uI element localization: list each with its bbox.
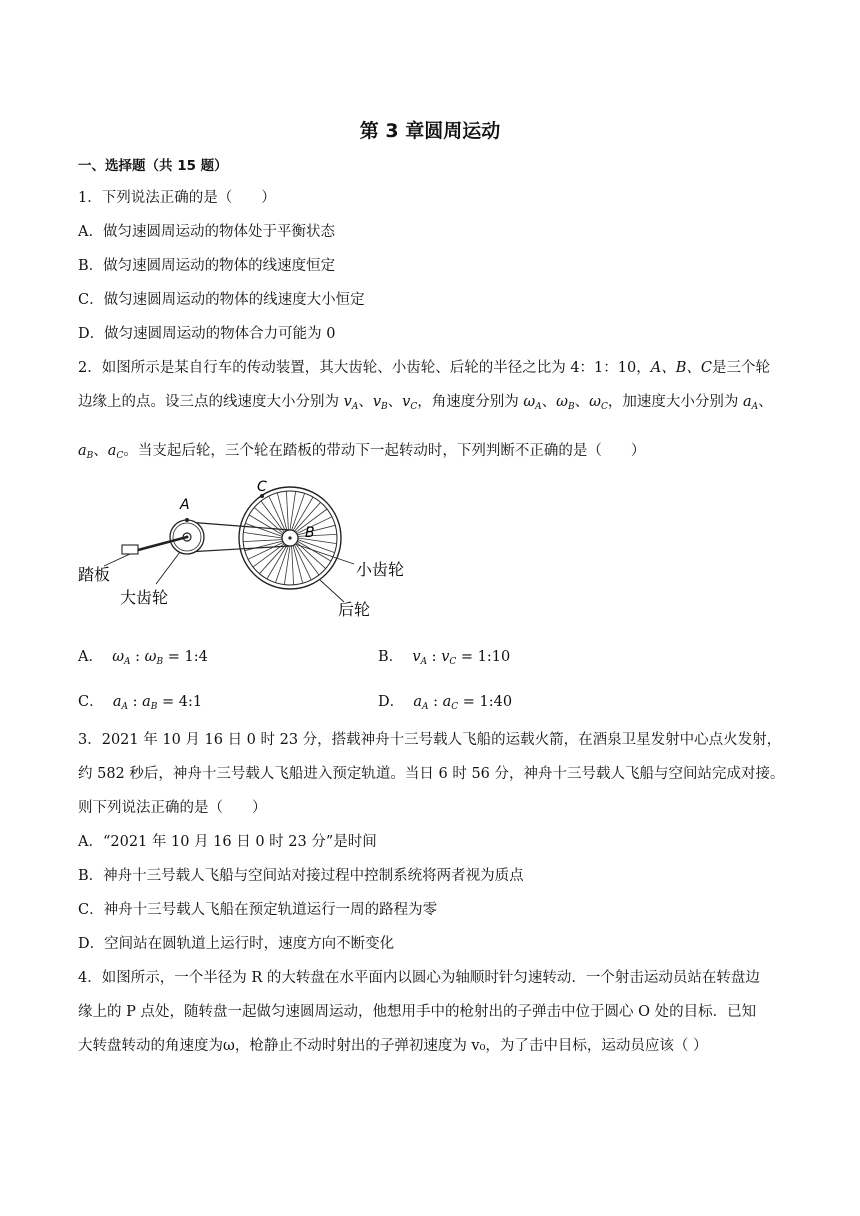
wheel-spoke xyxy=(290,491,296,530)
wheel-spoke xyxy=(298,538,337,544)
wheel-spoke xyxy=(284,546,290,585)
q2-option-d: D． $a_A$ : $a_C$ = 1:40 xyxy=(378,694,513,712)
wheel-spoke xyxy=(243,540,282,542)
q3-stem-line2: 约 582 秒后，神舟十三号载人飞船进入预定轨道。当日 6 时 56 分，神舟十三号载人飞船与空间站完成对接。 xyxy=(78,766,785,782)
wheel-spoke xyxy=(275,546,288,583)
wheel-spoke xyxy=(248,542,283,559)
small-gear xyxy=(282,530,298,546)
q4-stem-line1: 4．如图所示，一个半径为 R 的大转盘在水平面内以圆心为轴顺时针匀速转动．一个射击运动员站在转盘边 xyxy=(78,970,760,986)
q3-option-a: A．“2021 年 10 月 16 日 0 时 23 分”是时间 xyxy=(78,834,377,850)
wheel-spoke xyxy=(294,545,311,580)
q3-option-d: D．空间站在圆轨道上运行时，速度方向不断变化 xyxy=(78,936,395,952)
q1-option-b: B．做匀速圆周运动的物体的线速度恒定 xyxy=(78,258,336,274)
q2-stem-line2: 边缘上的点。设三点的线速度大小分别为 $v_A$、$v_B$、$v_C$，角速度分别为 $\omega_A$、$\omega_B$、$\omega_C$，加速度大小分别为 $a_A$、 xyxy=(78,394,773,412)
q3-stem-line1: 3．2021 年 10 月 16 日 0 时 23 分，搭载神舟十三号载人飞船的运载火箭，在酒泉卫星发射中心点火发射， xyxy=(78,732,782,748)
q1-stem: 1．下列说法正确的是（ ） xyxy=(78,190,276,206)
pedal-icon xyxy=(122,545,138,554)
section-heading: 一、选择题（共 15 题） xyxy=(78,158,228,174)
wheel-spoke xyxy=(269,496,286,531)
q1-option-a: A．做匀速圆周运动的物体处于平衡状态 xyxy=(78,224,335,240)
q4-stem-line2: 缘上的 P 点处，随转盘一起做匀速圆周运动，他想用手中的枪射出的子弹击中位于圆心 O 处的目标．已知 xyxy=(78,1004,757,1020)
label-c: C xyxy=(257,479,267,495)
label-big-gear: 大齿轮 xyxy=(120,588,169,607)
q3-option-c: C．神舟十三号载人飞船在预定轨道运行一周的路程为零 xyxy=(78,902,438,918)
q3-option-b: B．神舟十三号载人飞船与空间站对接过程中控制系统将两者视为质点 xyxy=(78,868,524,884)
wheel-spoke xyxy=(245,523,282,536)
label-rear-wheel: 后轮 xyxy=(338,600,371,619)
q2-option-b: B． $v_A$ : $v_C$ = 1:10 xyxy=(378,649,511,667)
q1-option-d: D．做匀速圆周运动的物体合力可能为 0 xyxy=(78,326,336,342)
label-small-gear: 小齿轮 xyxy=(356,560,405,579)
q4-stem-line3: 大转盘转动的角速度为ω，枪静止不动时射出的子弹初速度为 v₀，为了击中目标，运动员应该（ ） xyxy=(78,1038,708,1054)
wheel-spoke xyxy=(243,532,282,538)
wheel-spoke xyxy=(298,534,337,536)
q3-stem-line3: 则下列说法正确的是（ ） xyxy=(78,800,267,816)
label-a: A xyxy=(180,497,190,513)
wheel-spoke xyxy=(286,491,288,530)
label-b: B xyxy=(305,525,315,541)
bicycle-transmission-figure xyxy=(76,474,416,624)
wheel-spoke xyxy=(292,493,305,530)
wheel-spoke xyxy=(292,546,294,585)
q2-option-a: A． $\omega_A$ : $\omega_B$ = 1:4 xyxy=(78,649,208,667)
wheel-spoke xyxy=(298,540,335,553)
q2-stem-line3: $a_B$、$a_C$。当支起后轮，三个轮在踏板的带动下一起转动时，下列判断不正确的是（ ） xyxy=(78,443,646,461)
label-pedal: 踏板 xyxy=(78,565,111,584)
q2-option-c: C． $a_A$ : $a_B$ = 4:1 xyxy=(78,694,203,712)
page-title: 第 3 章圆周运动 xyxy=(359,120,501,142)
q1-option-c: C．做匀速圆周运动的物体的线速度大小恒定 xyxy=(78,292,365,308)
q2-stem-line1: 2．如图所示是某自行车的传动装置，其大齿轮、小齿轮、后轮的半径之比为 4：1：10，A、B、C是三个轮 xyxy=(78,360,770,376)
